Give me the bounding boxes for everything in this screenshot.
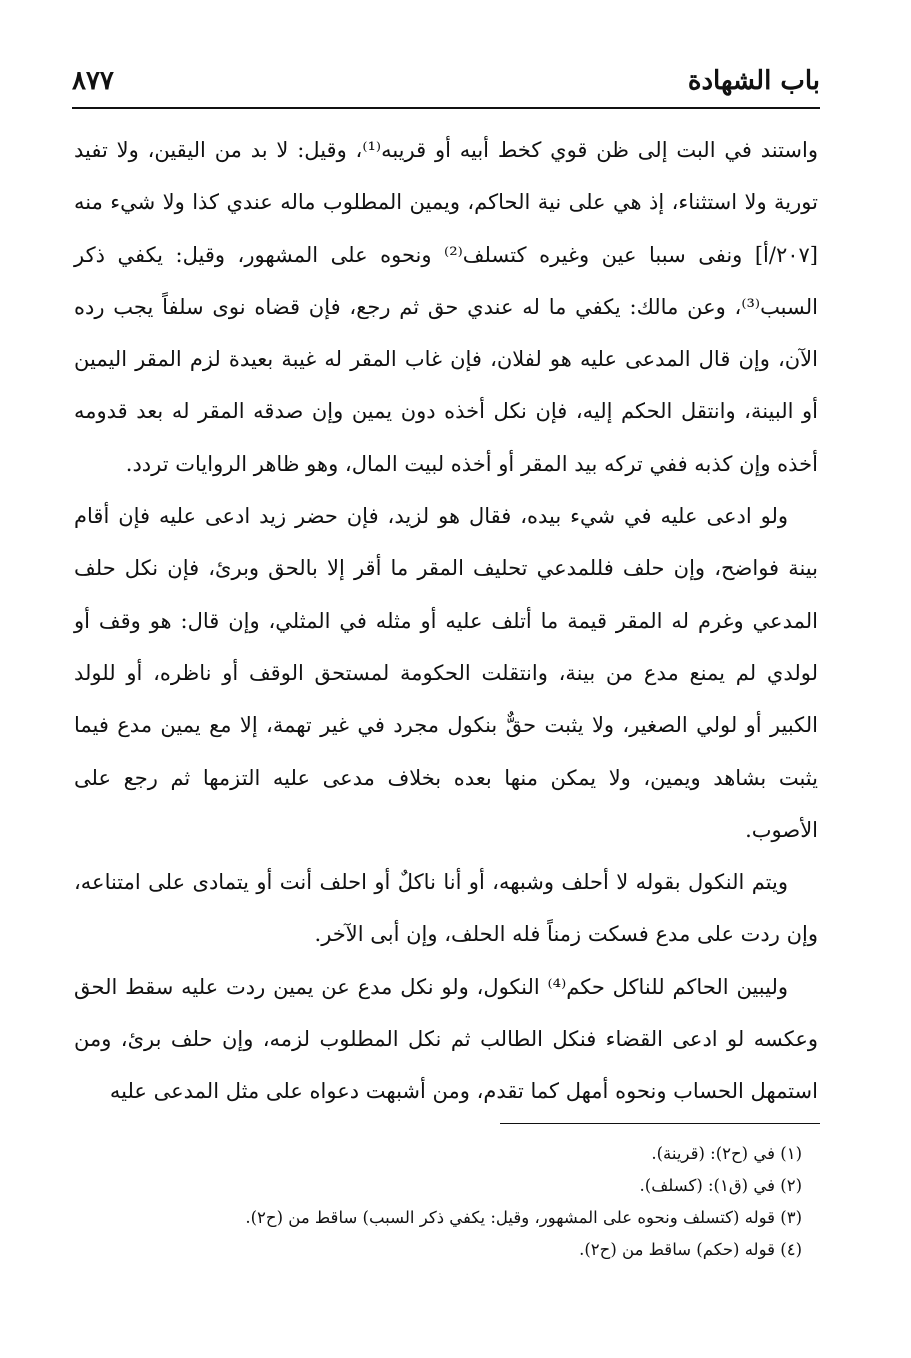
paragraph: واستند في البت إلى ظن قوي كخط أبيه أو قريبه⁽¹⁾، وقيل: لا بد من اليقين، ولا تفيد تورية ولا استثناء، إذ هي على نية الحاكم، ويمين المطلوب ماله عندي كذا ولا شيء منه [٢٠٧/أ] ونفى سببا عين وغيره كتسلف⁽²⁾ ونحوه على المشهور، وقيل: يكفي ذكر السبب⁽³⁾، وعن مالك: يكفي ما له عندي حق ثم رجع، فإن قضاه نوى سلفاً يجب رده الآن، وإن قال المدعى عليه هو لفلان، فإن غاب المقر له غيبة بعيدة لزم المقر اليمين أو البينة، وانتقل الحكم إليه، فإن نكل أخذه دون يمين وإن صدقه المقر له بعد قدومه أخذه وإن كذبه ففي تركه بيد المقر أو أخذه لبيت المال، وهو ظاهر الروايات تردد. xyxy=(74,138,818,476)
footnote: (٢) في (ق١): (كسلف). xyxy=(639,1176,802,1195)
footnote: (٣) قوله (كتسلف ونحوه على المشهور، وقيل: يكفي ذكر السبب) ساقط من (ح٢). xyxy=(245,1208,802,1227)
chapter-title: باب الشهادة xyxy=(687,66,820,96)
paragraph: ويتم النكول بقوله لا أحلف وشبهه، أو أنا ناكلٌ أو احلف أنت أو يتمادى على امتناعه، وإن ردت على مدع فسكت زمناً فله الحلف، وإن أبى الآخر. xyxy=(74,870,818,947)
paragraph: وليبين الحاكم للناكل حكم⁽⁴⁾ النكول، ولو نكل مدع عن يمين ردت عليه سقط الحق وعكسه لو ادعى القضاء فنكل الطالب ثم نكل المطلوب لزمه، وإن حلف برئ، ومن استمهل الحساب ونحوه أمهل كما تقدم، ومن أشبهت دعواه على مثل المدعى عليه xyxy=(74,974,818,1104)
footnote-divider xyxy=(500,1123,820,1124)
main-text xyxy=(74,124,818,1118)
paragraph: ولو ادعى عليه في شيء بيده، فقال هو لزيد، فإن حضر زيد ادعى عليه فإن أقام بينة فواضح، وإن حلف فللمدعي تحليف المقر ما أقر إلا بالحق وبرئ، فإن نكل حلف المدعي وغرم له المقر قيمة ما أتلف عليه أو مثله في المثلي، وإن قال: هو وقف أو لولدي لم يمنع مدع من بينة، وانتقلت الحكومة لمستحق الوقف أو ناظره، أو للولد الكبير أو لولي الصغير، ولا يثبت حقٌّ بنكول مجرد في غير تهمة، إلا مع يمين مدع فيما يثبت بشاهد ويمين، ولا يمكن منها بعده بخلاف مدعى عليه التزمها ثم رجع على الأصوب. xyxy=(74,504,818,842)
footnotes xyxy=(74,1138,818,1266)
page-number: ٨٧٧ xyxy=(72,66,114,96)
header-divider xyxy=(72,107,820,109)
page-header xyxy=(72,62,820,110)
footnote: (٤) قوله (حكم) ساقط من (ح٢). xyxy=(579,1240,802,1259)
footnote: (١) في (ح٢): (قرينة). xyxy=(651,1144,802,1163)
